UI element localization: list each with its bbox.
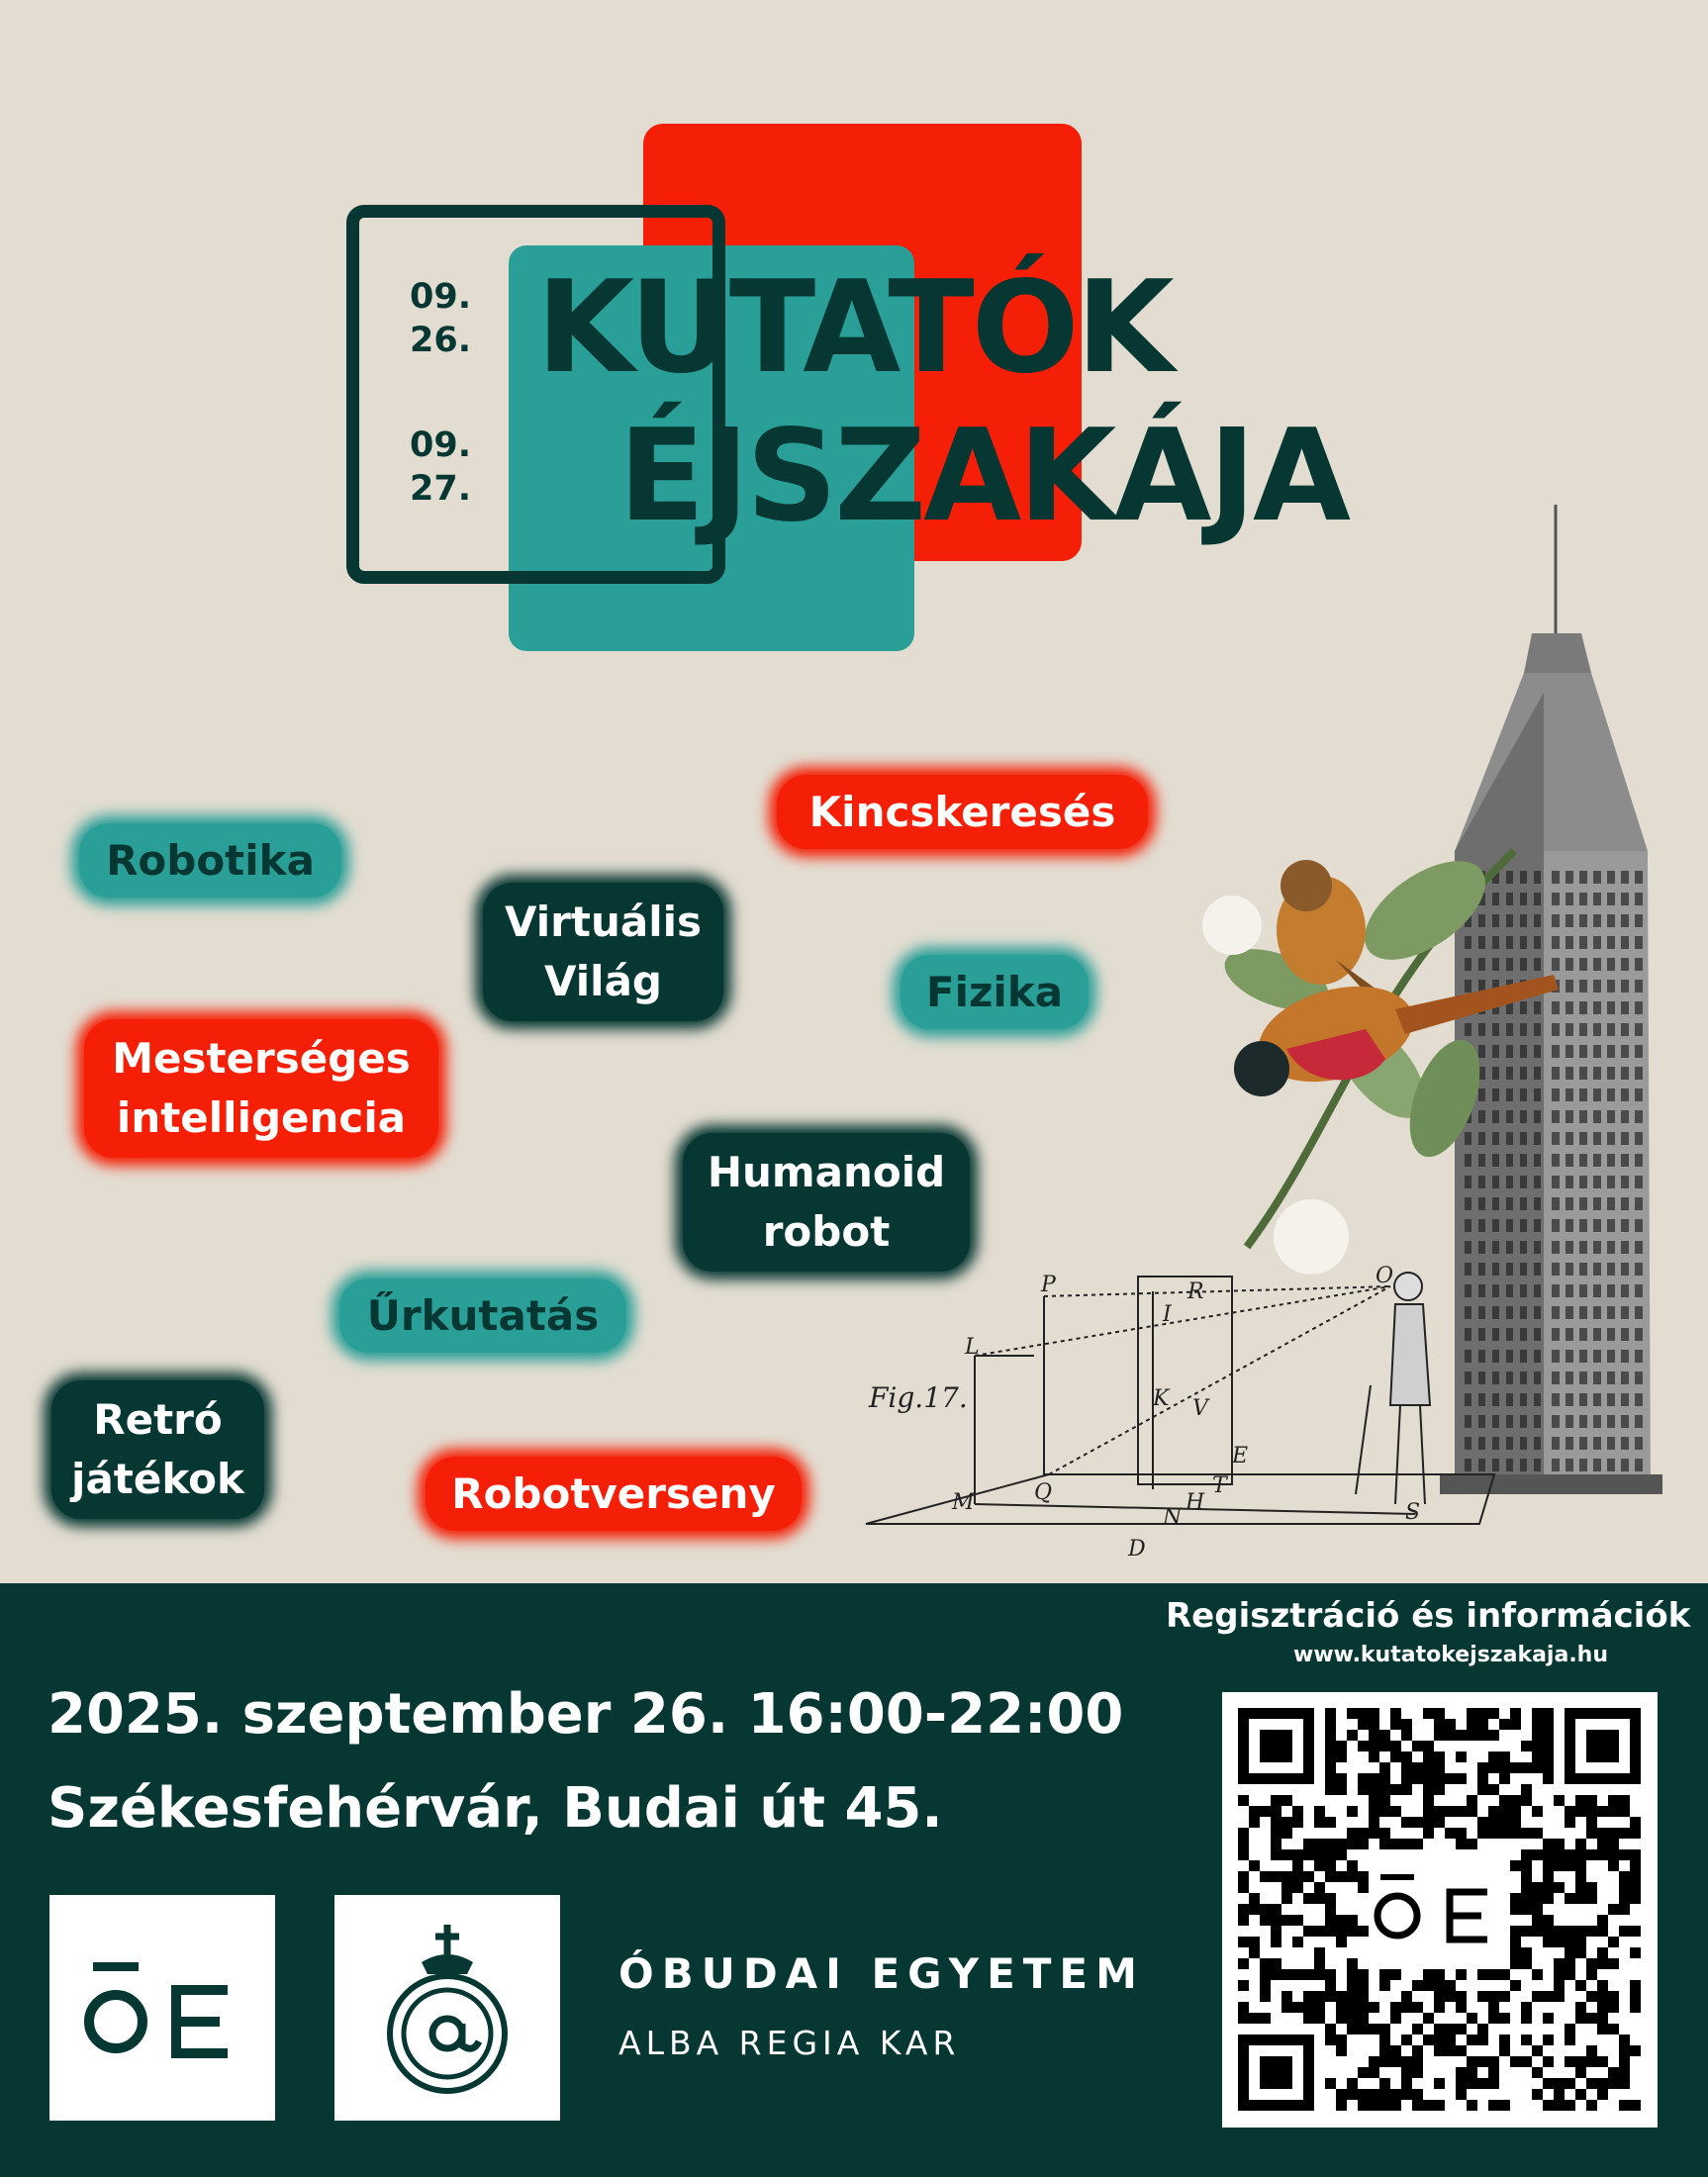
diagram-letter: R xyxy=(1187,1279,1204,1304)
date-end xyxy=(401,424,480,511)
diagram-letter: T xyxy=(1212,1473,1227,1498)
registration-title: Regisztráció és információk xyxy=(1166,1596,1691,1636)
alba-regia-crest-icon xyxy=(334,1895,560,2121)
diagram-letter: M xyxy=(952,1490,975,1515)
topic-tag-label: Virtuális Világ xyxy=(505,898,702,1005)
date-end-month: 09. xyxy=(409,426,471,465)
registration-url[interactable]: www.kutatokejszakaja.hu xyxy=(1293,1643,1609,1667)
alba-regia-logo xyxy=(334,1895,560,2121)
topic-tag-label: Humanoid robot xyxy=(707,1148,946,1256)
diagram-letter: Q xyxy=(1034,1480,1053,1505)
qr-code[interactable] xyxy=(1222,1692,1658,2128)
topic-tag xyxy=(483,883,723,1021)
perspective-diagram xyxy=(866,1264,1494,1562)
figure-label: Fig.17. xyxy=(869,1381,968,1414)
topic-tag-label: Robotverseny xyxy=(451,1468,776,1518)
title-line-1: KUTATÓK xyxy=(536,254,1172,402)
qr-code-icon xyxy=(1222,1692,1658,2128)
topic-tag xyxy=(426,1457,802,1531)
title-line-2: ÉJSZAKÁJA xyxy=(618,403,1349,550)
topic-tag-label: Kincskeresés xyxy=(808,787,1116,836)
diagram-letter: S xyxy=(1405,1500,1421,1525)
topic-tag xyxy=(51,1380,264,1519)
topic-tag-label: Fizika xyxy=(925,967,1064,1016)
diagram-letter: E xyxy=(1232,1444,1249,1468)
oe-logo-icon xyxy=(49,1895,275,2121)
diagram-letter: I xyxy=(1163,1302,1172,1327)
diagram-letter: D xyxy=(1128,1537,1146,1562)
collage-illustration xyxy=(851,495,1672,1563)
diagram-letter: O xyxy=(1376,1264,1394,1288)
topic-tag xyxy=(84,1019,438,1158)
topic-tag-label: Robotika xyxy=(106,835,315,885)
diagram-letter: P xyxy=(1041,1273,1056,1297)
event-location: Székesfehérvár, Budai út 45. xyxy=(47,1776,943,1841)
topic-tag-label: Retró játékok xyxy=(71,1395,244,1503)
diagram-letter: V xyxy=(1192,1396,1208,1421)
topic-tag xyxy=(79,823,341,898)
date-start-day: 26. xyxy=(409,321,471,360)
date-start-month: 09. xyxy=(409,277,471,317)
topic-tag-label: Űrkutatás xyxy=(366,1290,600,1340)
diagram-letter: H xyxy=(1186,1490,1205,1515)
faculty-name: ALBA REGIA KAR xyxy=(618,2024,961,2062)
topic-tag xyxy=(339,1278,626,1353)
university-name: ÓBUDAI EGYETEM xyxy=(618,1949,1145,1998)
diagram-letter: L xyxy=(965,1335,980,1360)
diagram-letter: N xyxy=(1163,1505,1183,1530)
oe-logo xyxy=(49,1895,275,2121)
date-end-day: 27. xyxy=(409,469,471,509)
date-start xyxy=(401,275,480,362)
topic-tag-label: Mesterséges intelligencia xyxy=(112,1034,411,1142)
event-datetime: 2025. szeptember 26. 16:00-22:00 xyxy=(47,1682,1124,1747)
diagram-letter: K xyxy=(1153,1386,1170,1411)
